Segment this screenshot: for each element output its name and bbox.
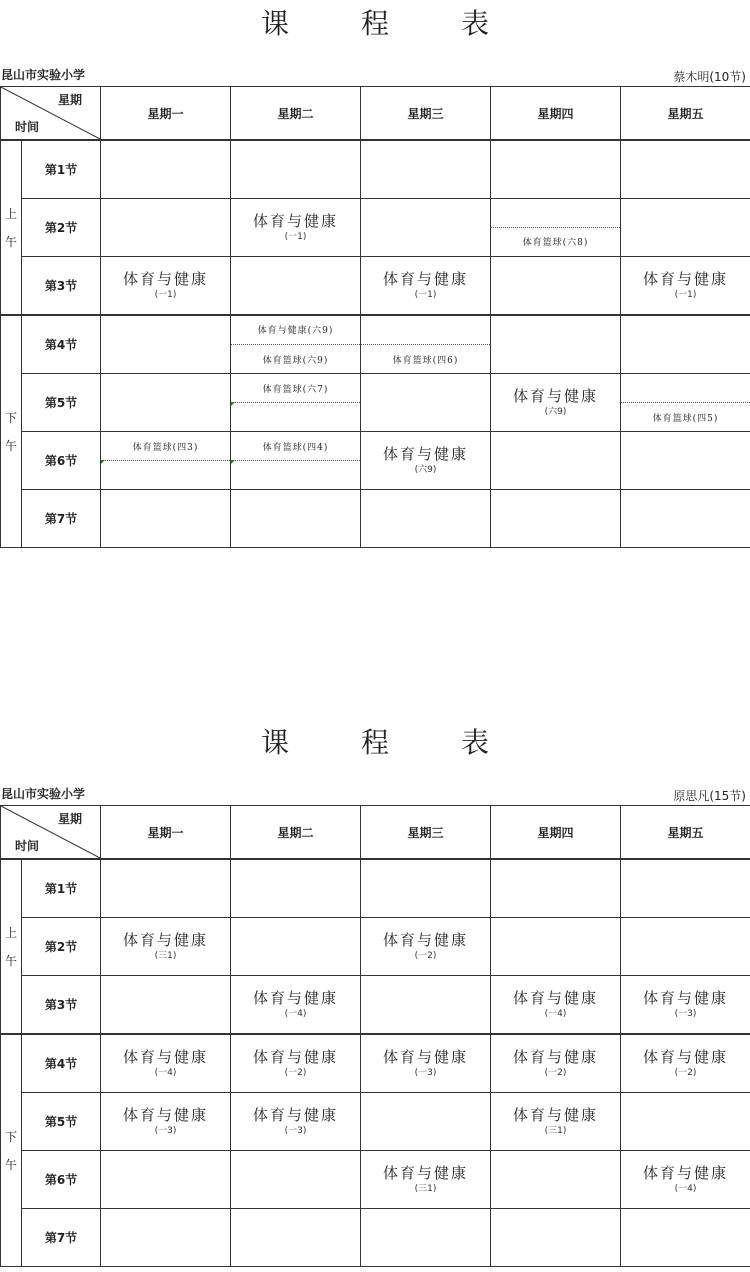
timetable-cell [361,1209,491,1267]
timetable-grid [0,805,750,1267]
timetable-cell [491,432,621,490]
course-cell: 体育与健康 (一1) [361,257,491,316]
course-cell: 体育篮球(四4) [231,432,361,490]
course-cell: 体育与健康 (一2) [621,1034,750,1093]
period-label: 第6节 [22,432,101,490]
afternoon-label: 下 午 [1,1034,22,1267]
period-label: 第2节 [22,199,101,257]
course-cell: 体育与健康 (三1) [491,1093,621,1151]
period-label: 第1节 [22,859,101,918]
course-cell: 体育与健康 (一1) [231,199,361,257]
period-label: 第5节 [22,374,101,432]
timetable-cell [231,490,361,548]
timetable-cell [231,1209,361,1267]
school-name: 昆山市实验小学 [1,787,86,801]
course-cell: 体育与健康 (一4) [101,1034,231,1093]
timetable-cell [101,140,231,199]
timetable-cell [101,859,231,918]
course-cell: 体育与健康 (一3) [621,976,750,1035]
corner-header: 星期 时间 [1,87,101,141]
timetable-cell [361,199,491,257]
timetable-cell [231,257,361,316]
sheet-title: 课 程 表 [260,726,490,759]
timetable-cell [361,859,491,918]
weekday-header: 星期一 [101,87,231,141]
timetable-cell [101,1151,231,1209]
teacher-name: 蔡木明(10节) [673,70,746,84]
timetable-cell [621,315,750,374]
timetable-cell [491,918,621,976]
sheet-title: 课 程 表 [260,7,490,40]
weekday-header: 星期三 [361,806,491,860]
course-cell: 体育篮球(六7) [231,374,361,432]
timetable-cell [231,918,361,976]
course-cell: 体育与健康(六9) 体育篮球(六9) [231,315,361,374]
timetable-grid [0,86,750,548]
course-cell: 体育与健康 (一4) [491,976,621,1035]
timetable-cell [231,140,361,199]
course-cell: 体育与健康 (一3) [361,1034,491,1093]
timetable-cell [621,1093,750,1151]
timetable-cell [231,859,361,918]
timetable-cell [101,490,231,548]
course-cell: 体育与健康 (三1) [101,918,231,976]
timetable-cell [621,432,750,490]
timetable-cell [491,140,621,199]
timetable-cell [361,374,491,432]
timetable-cell [621,1209,750,1267]
timetable-cell [621,490,750,548]
timetable-cell [361,490,491,548]
course-cell: 体育与健康 (一2) [231,1034,361,1093]
weekday-header: 星期五 [621,87,750,141]
course-cell: 体育与健康 (一2) [361,918,491,976]
period-label: 第6节 [22,1151,101,1209]
timetable-cell [491,257,621,316]
weekday-header: 星期三 [361,87,491,141]
morning-label: 上 午 [1,140,22,315]
timetable-cell [101,1209,231,1267]
school-name: 昆山市实验小学 [1,68,86,82]
period-label: 第7节 [22,490,101,548]
course-cell: 体育与健康 (三1) [361,1151,491,1209]
timetable-cell [361,1093,491,1151]
period-label: 第3节 [22,257,101,316]
timetable-cell [101,315,231,374]
course-cell: 体育篮球(四3) [101,432,231,490]
timetable-cell [491,1209,621,1267]
period-label: 第1节 [22,140,101,199]
course-cell: 体育与健康 (一3) [231,1093,361,1151]
course-cell: 体育与健康 (六9) [361,432,491,490]
teacher-name: 原思凡(15节) [673,789,746,803]
timetable-cell [101,199,231,257]
weekday-header: 星期二 [231,806,361,860]
timetable-cell [491,859,621,918]
period-label: 第4节 [22,315,101,374]
course-cell: 体育篮球(四6) [361,315,491,374]
weekday-header: 星期五 [621,806,750,860]
course-cell: 体育与健康 (一1) [621,257,750,316]
period-label: 第7节 [22,1209,101,1267]
course-cell: 体育与健康 (一4) [231,976,361,1035]
course-cell: 体育篮球(四5) [621,374,750,432]
course-cell: 体育与健康 (一1) [101,257,231,316]
course-cell: 体育与健康 (一2) [491,1034,621,1093]
timetable-cell [621,140,750,199]
timetable-cell [361,140,491,199]
timetable-cell [491,315,621,374]
timetable-cell [361,976,491,1035]
course-cell: 体育与健康 (六9) [491,374,621,432]
timetable-cell [101,374,231,432]
afternoon-label: 下 午 [1,315,22,548]
timetable-cell [621,859,750,918]
course-cell: 体育篮球(六8) [491,199,621,257]
timetable-cell [491,490,621,548]
course-cell: 体育与健康 (一3) [101,1093,231,1151]
period-label: 第4节 [22,1034,101,1093]
morning-label: 上 午 [1,859,22,1034]
timetable-cell [491,1151,621,1209]
period-label: 第2节 [22,918,101,976]
weekday-header: 星期一 [101,806,231,860]
weekday-header: 星期四 [491,87,621,141]
timetable-cell [231,1151,361,1209]
timetable-cell [101,976,231,1035]
timetable-cell [621,918,750,976]
period-label: 第5节 [22,1093,101,1151]
weekday-header: 星期四 [491,806,621,860]
period-label: 第3节 [22,976,101,1035]
timetable-cell [621,199,750,257]
corner-header: 星期 时间 [1,806,101,860]
course-cell: 体育与健康 (一4) [621,1151,750,1209]
weekday-header: 星期二 [231,87,361,141]
